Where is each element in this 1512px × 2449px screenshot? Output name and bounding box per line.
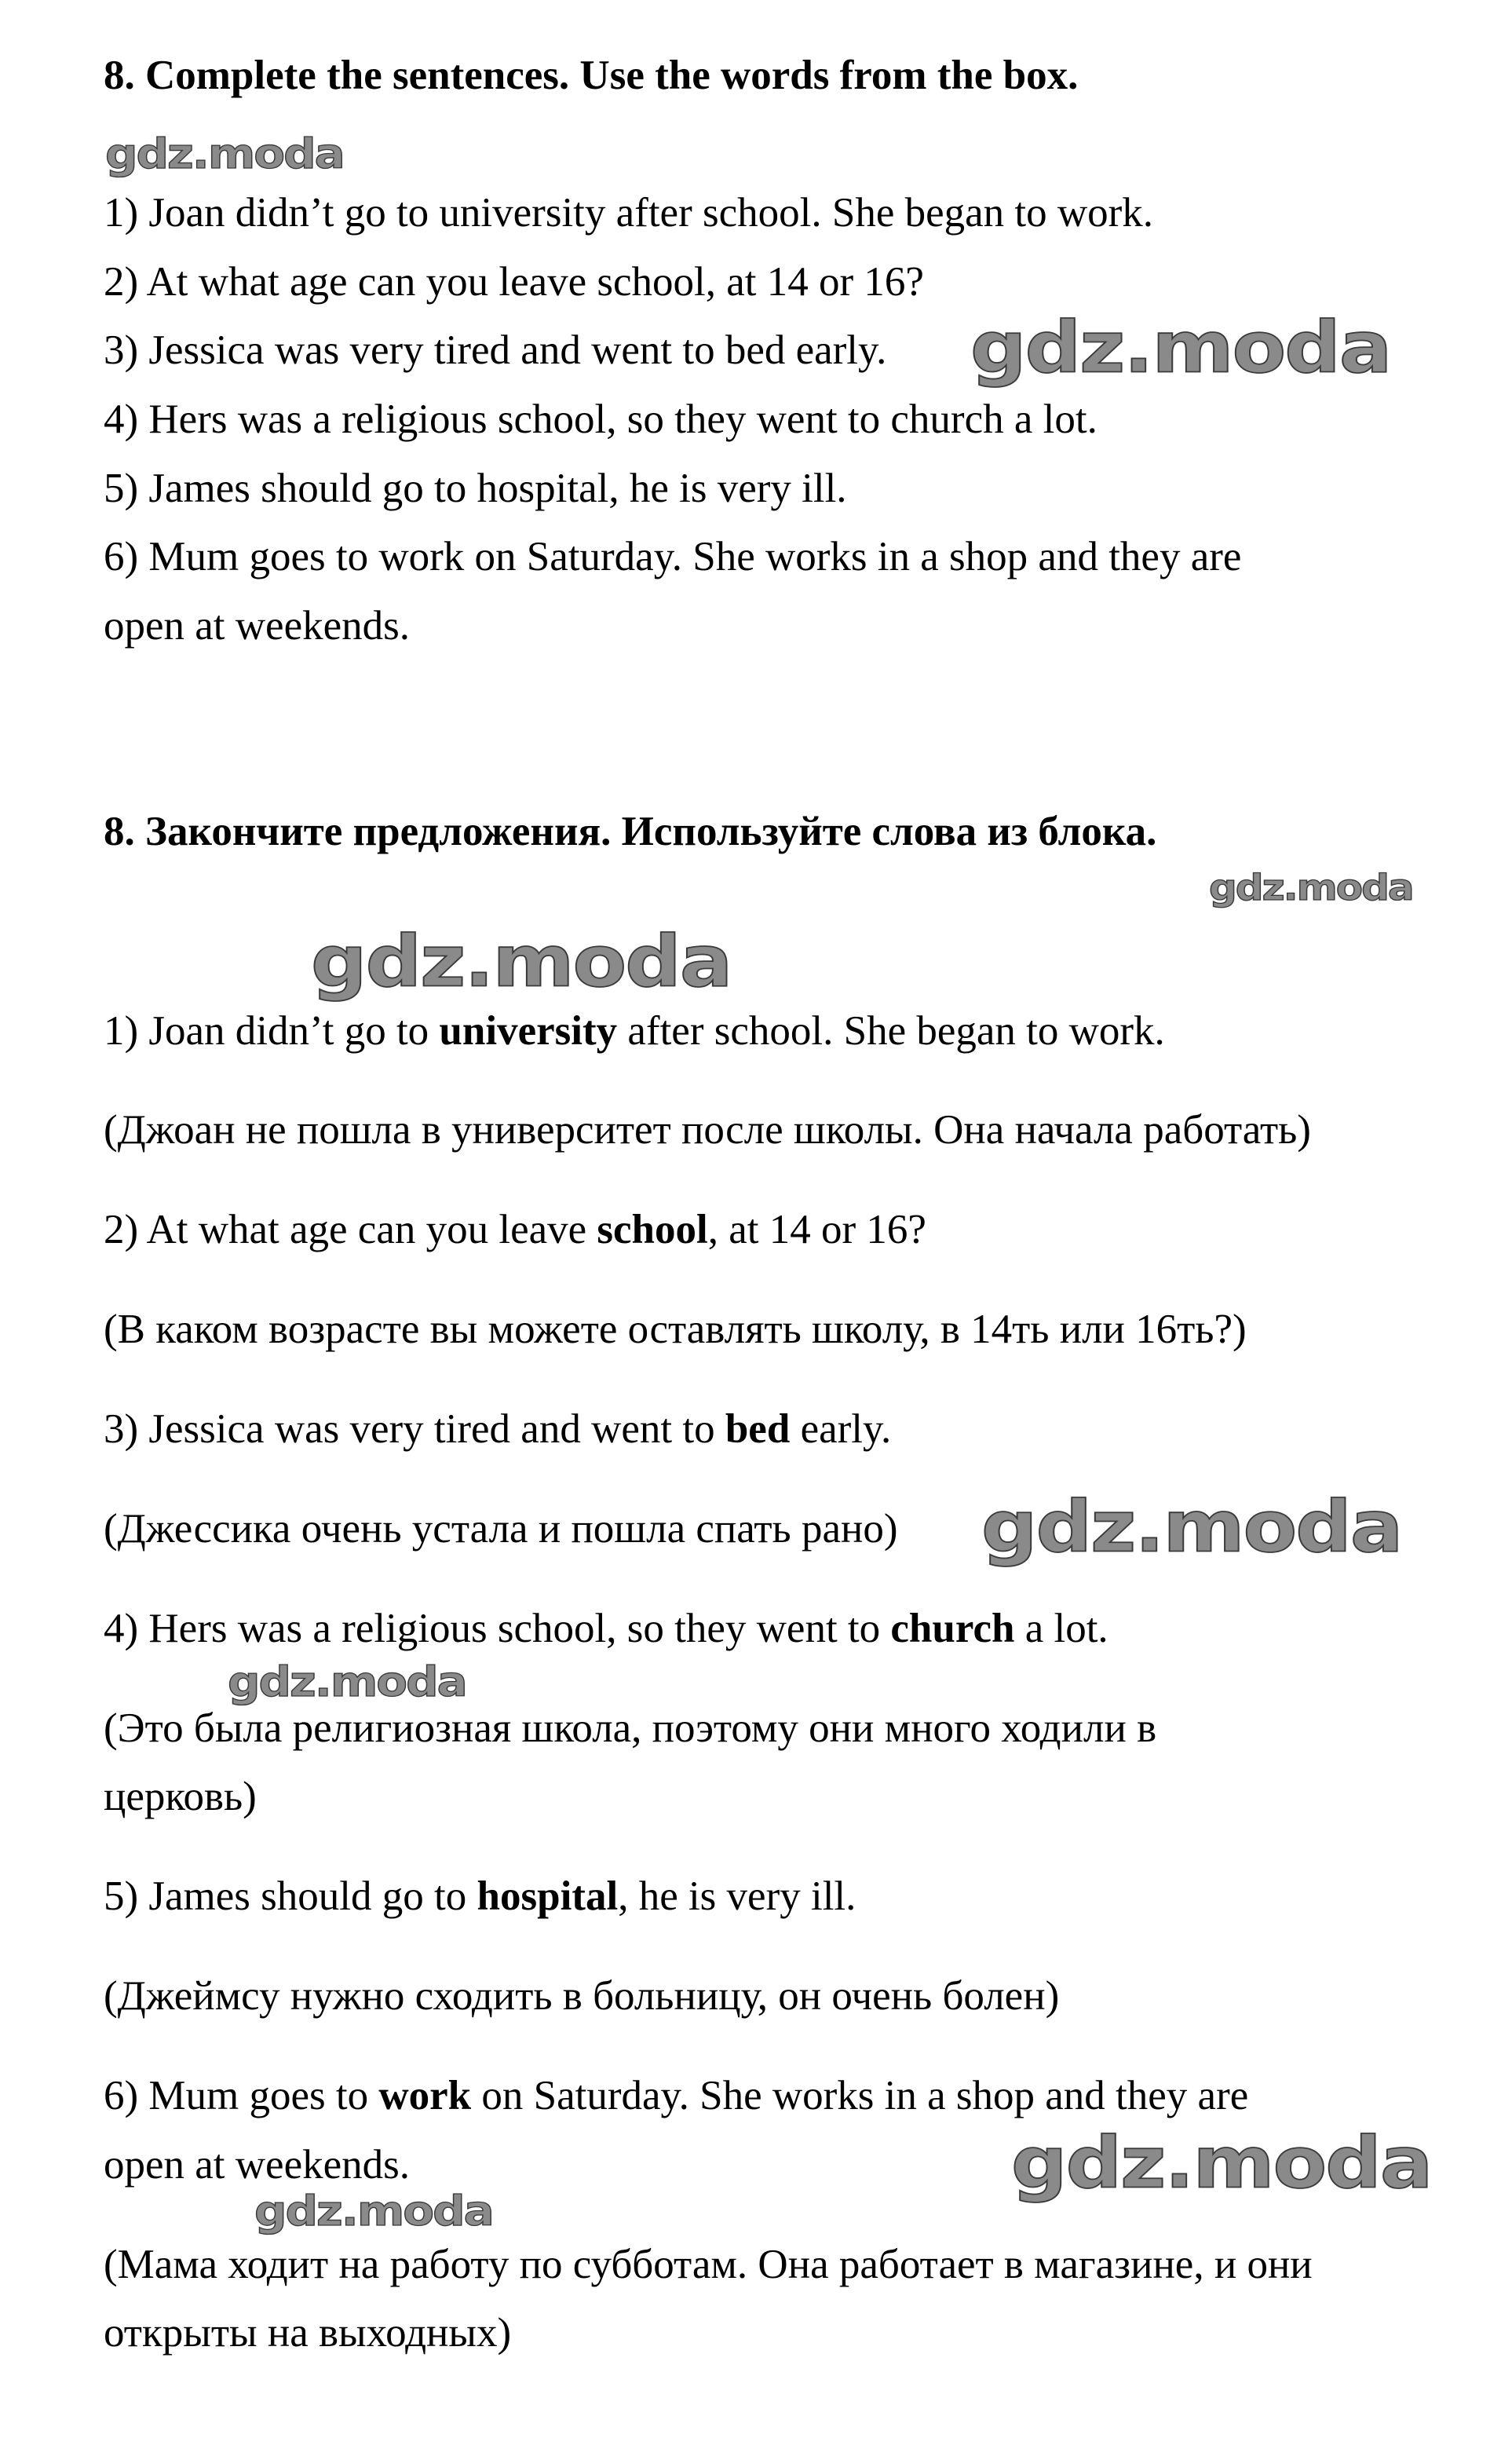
- answer-3-ru: (Джессика очень устала и пошла спать рано): [104, 1506, 898, 1552]
- exercise-sentence-6: 6) Mum goes to work on Saturday. She works in a shop and they are: [104, 534, 1242, 579]
- answer-6-word: work: [378, 2073, 472, 2118]
- exercise-sentence-2: 2) At what age can you leave school, at 14 or 16?: [104, 259, 924, 305]
- watermark: gdz.moda: [981, 1485, 1402, 1569]
- watermark: gdz.moda: [254, 2187, 493, 2235]
- watermark: gdz.moda: [228, 1658, 466, 1706]
- exercise-sentence-3: 3) Jessica was very tired and went to bed early.: [104, 327, 887, 373]
- answer-3-word: bed: [725, 1406, 791, 1452]
- answer-6-en-cont: open at weekends.: [104, 2142, 410, 2188]
- answer-1-word: university: [439, 1008, 618, 1054]
- exercise-sentence-5: 5) James should go to hospital, he is very ill.: [104, 466, 847, 511]
- translation-heading: 8. Закончите предложения. Используйте слова из блока.: [104, 809, 1157, 854]
- answer-5-en: 5) James should go to hospital, he is very ill.: [104, 1873, 856, 1919]
- watermark: gdz.moda: [105, 130, 344, 178]
- answer-4-ru-cont: церковь): [104, 1774, 257, 1819]
- answer-6-ru-cont: открыты на выходных): [104, 2310, 512, 2356]
- answer-4-word: church: [890, 1606, 1015, 1651]
- answer-5-word: hospital: [477, 1873, 619, 1919]
- exercise-sentence-4: 4) Hers was a religious school, so they went to church a lot.: [104, 397, 1097, 442]
- answer-1-ru: (Джоан не пошла в университет после школы. Она начала работать): [104, 1107, 1311, 1153]
- watermark: gdz.moda: [970, 305, 1391, 389]
- watermark: gdz.moda: [1011, 2121, 1432, 2205]
- answer-3-en: 3) Jessica was very tired and went to bed early.: [104, 1406, 892, 1452]
- exercise-sentence-6-cont: open at weekends.: [104, 603, 410, 649]
- answer-2-word: school: [597, 1207, 708, 1252]
- answer-1-en: 1) Joan didn’t go to university after school. She began to work.: [104, 1008, 1165, 1054]
- answer-4-en: 4) Hers was a religious school, so they went to church a lot.: [104, 1606, 1108, 1651]
- answer-6-ru: (Мама ходит на работу по субботам. Она работает в магазине, и они: [104, 2242, 1313, 2287]
- answer-2-en: 2) At what age can you leave school, at 14 or 16?: [104, 1207, 926, 1252]
- exercise-heading: 8. Complete the sentences. Use the words from the box.: [104, 53, 1079, 98]
- answer-5-ru: (Джеймсу нужно сходить в больницу, он очень болен): [104, 1973, 1060, 2019]
- watermark: gdz.moda: [311, 919, 732, 1003]
- answer-2-ru: (В каком возрасте вы можете оставлять школу, в 14ть или 16ть?): [104, 1307, 1247, 1352]
- watermark: gdz.moda: [1209, 867, 1413, 908]
- answer-4-ru: (Это была религиозная школа, поэтому они много ходили в: [104, 1705, 1157, 1751]
- answer-6-en: 6) Mum goes to work on Saturday. She works in a shop and they are: [104, 2073, 1249, 2118]
- exercise-sentence-1: 1) Joan didn’t go to university after school. She began to work.: [104, 190, 1154, 236]
